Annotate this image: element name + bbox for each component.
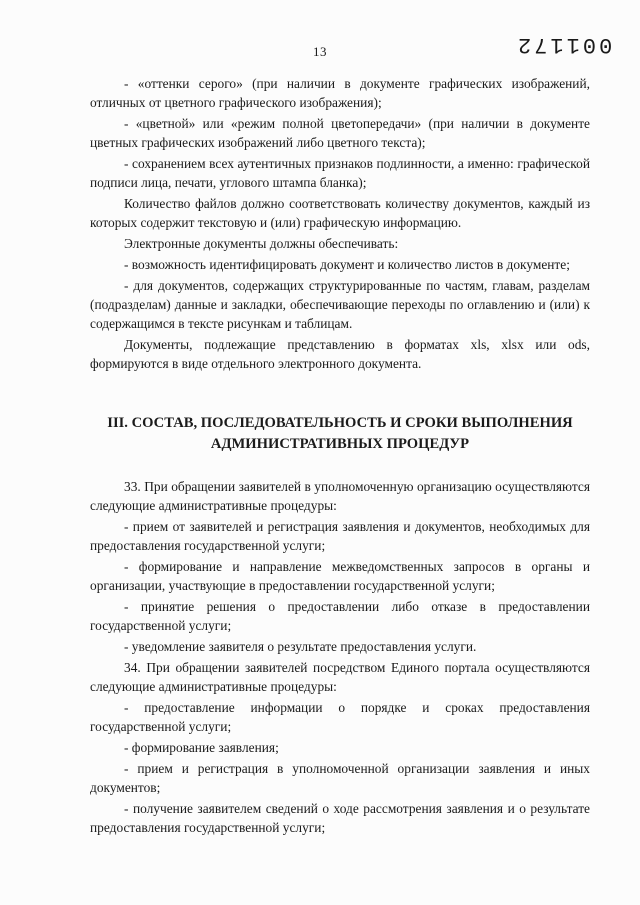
- paragraph: - формирование заявления;: [124, 740, 279, 755]
- section-heading-line-2: АДМИНИСТРАТИВНЫХ ПРОЦЕДУР: [210, 436, 470, 452]
- paragraph: - «оттенки серого» (при наличии в документе графических изображений, отличных от цветного графического изображения);: [90, 76, 590, 110]
- paragraph: Электронные документы должны обеспечивать:: [124, 236, 399, 251]
- paragraph: - уведомление заявителя о результате предоставления услуги.: [124, 639, 477, 654]
- paragraph: 33. При обращении заявителей в уполномоченную организацию осуществляются следующие административные процедуры:: [90, 479, 590, 513]
- section-heading-line-1: III. СОСТАВ, ПОСЛЕДОВАТЕЛЬНОСТЬ И СРОКИ ВЫПОЛНЕНИЯ: [107, 415, 573, 431]
- paragraph: - для документов, содержащих структурированные по частям, главам, разделам (подразделам) данные и закладки, обеспечивающие переходы по оглавлению и (или) к содержащимся в тексте рисункам и таблицам.: [90, 278, 590, 331]
- paragraph: - прием от заявителей и регистрация заявления и документов, необходимых для предоставления государственной услуги;: [90, 519, 590, 553]
- section-heading: [90, 413, 590, 455]
- paragraph: - сохранением всех аутентичных признаков подлинности, а именно: графической подписи лица, печати, углового штампа бланка);: [90, 156, 590, 190]
- paragraph: - формирование и направление межведомственных запросов в органы и организации, участвующие в предоставлении государственной услуги;: [90, 559, 590, 593]
- paragraph: - принятие решения о предоставлении либо отказе в предоставлении государственной услуги;: [90, 599, 590, 633]
- paragraph: - предоставление информации о порядке и сроках предоставления государственной услуги;: [90, 700, 590, 734]
- paragraph: - получение заявителем сведений о ходе рассмотрения заявления и о результате предоставления государственной услуги;: [90, 801, 590, 835]
- page-number: 13: [313, 44, 327, 59]
- document-body: [90, 74, 590, 839]
- paragraph: - «цветной» или «режим полной цветопередачи» (при наличии в документе цветных графических изображений либо цветного текста);: [90, 116, 590, 150]
- document-stamp-number: 001172: [514, 32, 612, 57]
- paragraph: Количество файлов должно соответствовать количеству документов, каждый из которых содержит текстовую и (или) графическую информацию.: [90, 196, 590, 230]
- paragraph: - возможность идентифицировать документ и количество листов в документе;: [124, 257, 570, 272]
- paragraph: 34. При обращении заявителей посредством Единого портала осуществляются следующие административные процедуры:: [90, 660, 590, 694]
- paragraph: Документы, подлежащие представлению в форматах xls, xlsx или ods, формируются в виде отдельного электронного документа.: [90, 337, 590, 371]
- paragraph: - прием и регистрация в уполномоченной организации заявления и иных документов;: [90, 761, 590, 795]
